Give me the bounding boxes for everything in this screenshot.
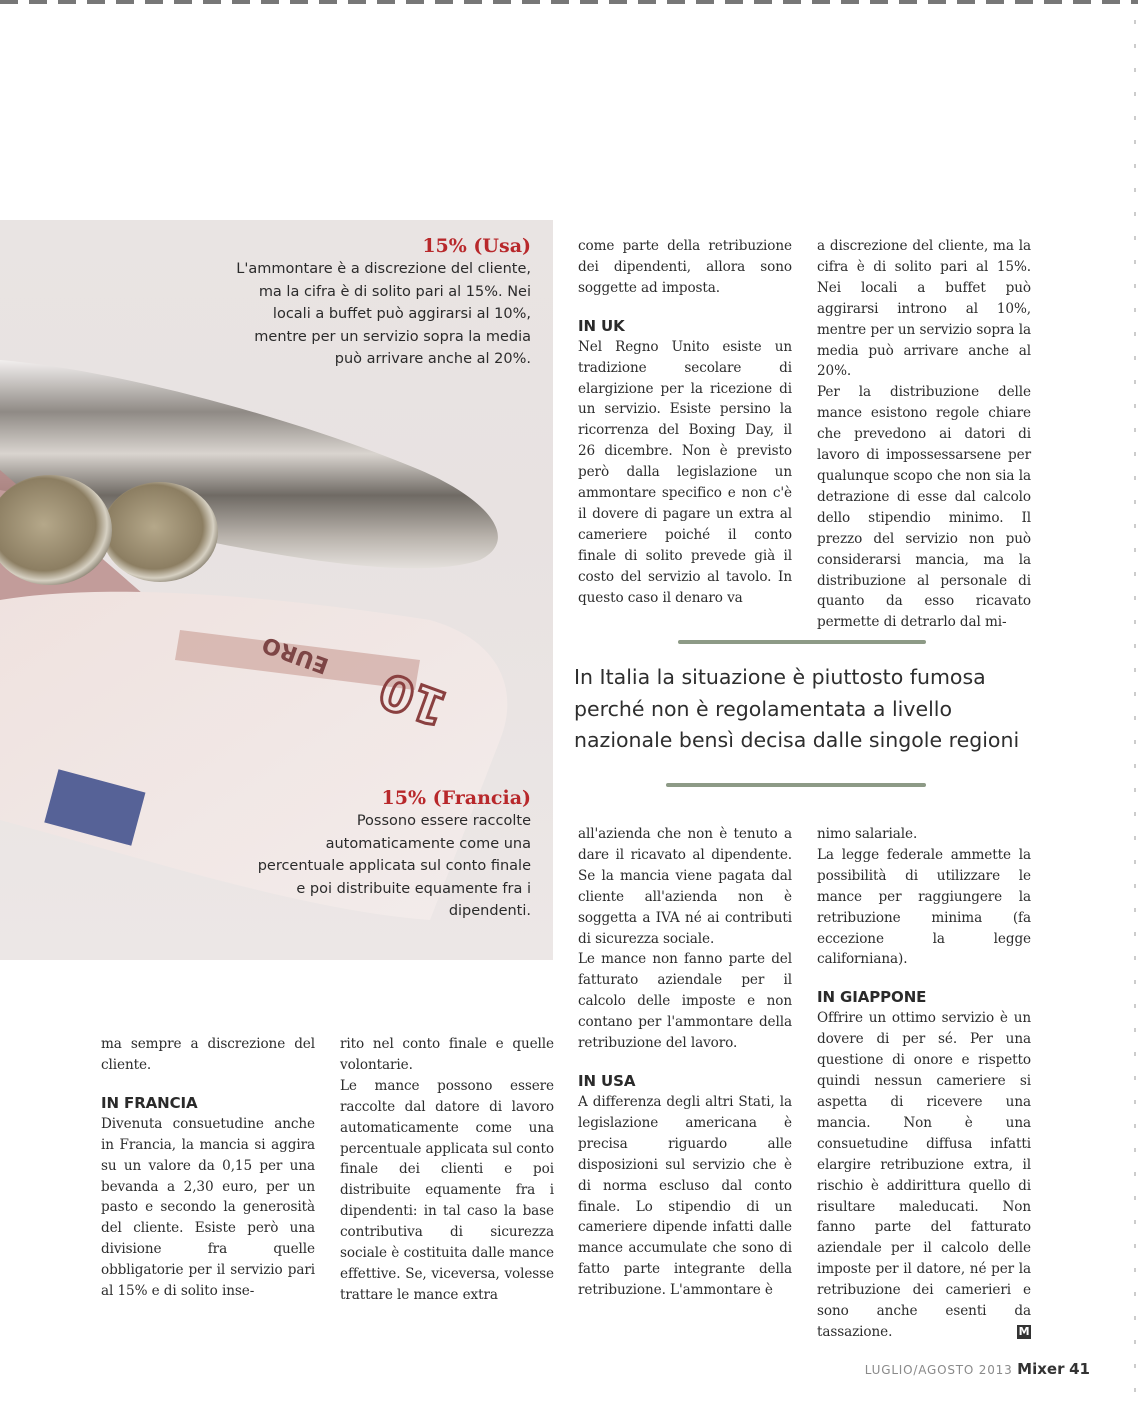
paragraph: A differenza degli altri Stati, la legislazione americana è precisa riguardo alle disposizioni sul servizio che è di norma escluso dal conto finale. Lo stipendio di un cameriere dipende infatti dalle mance accumulate che sono di fatto parte integrante della retribuzione. L'ammontare è bbox=[578, 1093, 792, 1299]
page-number: 41 bbox=[1069, 1360, 1090, 1378]
divider-bottom bbox=[666, 783, 926, 787]
paragraph: rito nel conto finale e quelle volontarie. bbox=[340, 1036, 554, 1073]
caption-line: ma la cifra è di solito pari al 15%. Nei bbox=[258, 283, 531, 300]
paragraph-text: Offrire un ottimo servizio è un dovere di per sé. Per una questione di onore e rispetto quindi nessun cameriere si aspetta di ricevere una mancia. Non è una consuetudine diffusa infatti elargire retribuzione extra, il rischio è addirittura quello di risultare maleducati. Non fanno parte del fatturato aziendale per il calcolo delle imposte per il datore, né per la retribuzione dei camerieri e sono anche esenti da tassazione. bbox=[817, 1010, 1031, 1340]
paragraph: come parte della retribuzione dei dipendenti, allora sono soggette ad imposta. bbox=[578, 238, 792, 296]
divider-top bbox=[678, 640, 926, 644]
column-bottom-2 bbox=[340, 1034, 554, 1306]
page-edge bbox=[1134, 0, 1136, 1410]
caption-line: locali a buffet può aggirarsi al 10%, bbox=[272, 306, 531, 322]
footer-issue: LUGLIO/AGOSTO bbox=[864, 1363, 975, 1377]
caption-line: mentre per un servizio sopra la media bbox=[254, 328, 531, 345]
caption-line: Possono essere raccolte bbox=[356, 813, 531, 829]
pull-quote bbox=[574, 662, 1074, 757]
caption-francia bbox=[231, 786, 531, 923]
banknote-euro-text: EURO bbox=[259, 630, 333, 678]
paragraph: Per la distribuzione delle mance esistono regole chiare che prevedono ai datori di lavoro di impossessarsene per qualunque scopo che non sia la detrazione di esse dal calcolo dello stipendio minimo. Il prezzo del servizio non può considerarsi mancia, ma la distribuzione al personale di quanto da esso ricavato permette di detrarlo dal mi- bbox=[817, 384, 1031, 631]
paragraph: nimo salariale. bbox=[817, 826, 918, 842]
crop-mark-dashes bbox=[0, 0, 1138, 4]
paragraph: Nel Regno Unito esiste un tradizione secolare di elargizione per la ricezione di un servizio. Esiste persino la ricorrenza del Boxing Day, il 26 dicembre. Non è previsto però dalla legislazione un ammontare specifico e non c'è il dovere di pagare un extra al cameriere poiché il conto finale di solito prevede già il costo del servizio al tavolo. In questo caso il denaro va bbox=[578, 338, 792, 606]
pull-quote-line: perché non è regolamentata a livello bbox=[574, 696, 953, 721]
footer-magazine-name: Mixer bbox=[1017, 1360, 1065, 1378]
caption-usa bbox=[231, 234, 531, 371]
column-bottom-1 bbox=[101, 1034, 315, 1302]
column-bottom-4 bbox=[817, 824, 1031, 1343]
heading-in-uk: IN UK bbox=[578, 316, 625, 335]
footer-year: 2013 bbox=[978, 1363, 1013, 1377]
column-top-4 bbox=[817, 236, 1031, 633]
heading-in-francia: IN FRANCIA bbox=[101, 1093, 198, 1112]
paragraph: all'azienda che non è tenuto a dare il ricavato al dipendente. Se la mancia viene pagata dal cliente all'azienda non è soggetta a IVA né ai contributi di sicurezza sociale. bbox=[578, 826, 792, 947]
paragraph: Divenuta consuetudine anche in Francia, la mancia si aggira su un valore da 0,15 per una bevanda a 2,30 euro, per un pasto e secondo la generosità del cliente. Esiste però una divisione fra quelle obbligatorie per il servizio pari al 15% e di solito inse- bbox=[101, 1115, 315, 1300]
caption-line: automaticamente come una bbox=[325, 835, 531, 852]
caption-line: e poi distribuite equamente fra i bbox=[296, 880, 531, 897]
column-bottom-3 bbox=[578, 824, 792, 1301]
banknote-value-text: 10 bbox=[372, 660, 455, 737]
caption-line: dipendenti. bbox=[448, 903, 531, 919]
page-footer bbox=[865, 1360, 1090, 1378]
pull-quote-line: In Italia la situazione è piuttosto fumosa bbox=[574, 665, 986, 689]
caption-line: percentuale applicata sul conto finale bbox=[257, 858, 531, 874]
pull-quote-line: nazionale bensì decisa dalle singole regioni bbox=[574, 728, 1020, 752]
caption-line: può arrivare anche al 20%. bbox=[334, 351, 531, 367]
paragraph: a discrezione del cliente, ma la cifra è di solito pari al 15%. Nei locali a buffet può aggirarsi introno al 10%, mentre per un servizio sopra la media può arrivare anche al 20%. bbox=[817, 238, 1031, 380]
coin-2-euro-back bbox=[102, 482, 218, 582]
end-of-article-mark-icon: M bbox=[1018, 1324, 1030, 1338]
photo-euro-tip bbox=[0, 220, 553, 960]
paragraph: Le mance possono essere raccolte dal datore di lavoro automaticamente come una percentuale applicata sul conto finale dei clienti e poi distribuite equamente fra i dipendenti: in tal caso la base contributiva di sicurezza sociale è costituita dalle mance effettive. Se, viceversa, volesse trattare le mance extra bbox=[340, 1077, 555, 1303]
paragraph bbox=[817, 1008, 1031, 1343]
caption-line: L'ammontare è a discrezione del cliente, bbox=[236, 261, 531, 277]
paragraph: ma sempre a discrezione del cliente. bbox=[101, 1036, 315, 1073]
paragraph: Le mance non fanno parte del fatturato aziendale per il calcolo delle imposte e non contano per l'ammontare della retribuzione del lavoro. bbox=[578, 951, 792, 1052]
caption-usa-title: 15% (Usa) bbox=[422, 235, 531, 257]
caption-francia-title: 15% (Francia) bbox=[381, 787, 531, 809]
paragraph: La legge federale ammette la possibilità di utilizzare le mance per raggiungere la retribuzione minima (fa eccezione la legge californiana). bbox=[817, 846, 1031, 968]
heading-in-giappone: IN GIAPPONE bbox=[817, 988, 927, 1007]
heading-in-usa: IN USA bbox=[578, 1071, 636, 1090]
column-top-3 bbox=[578, 236, 792, 609]
